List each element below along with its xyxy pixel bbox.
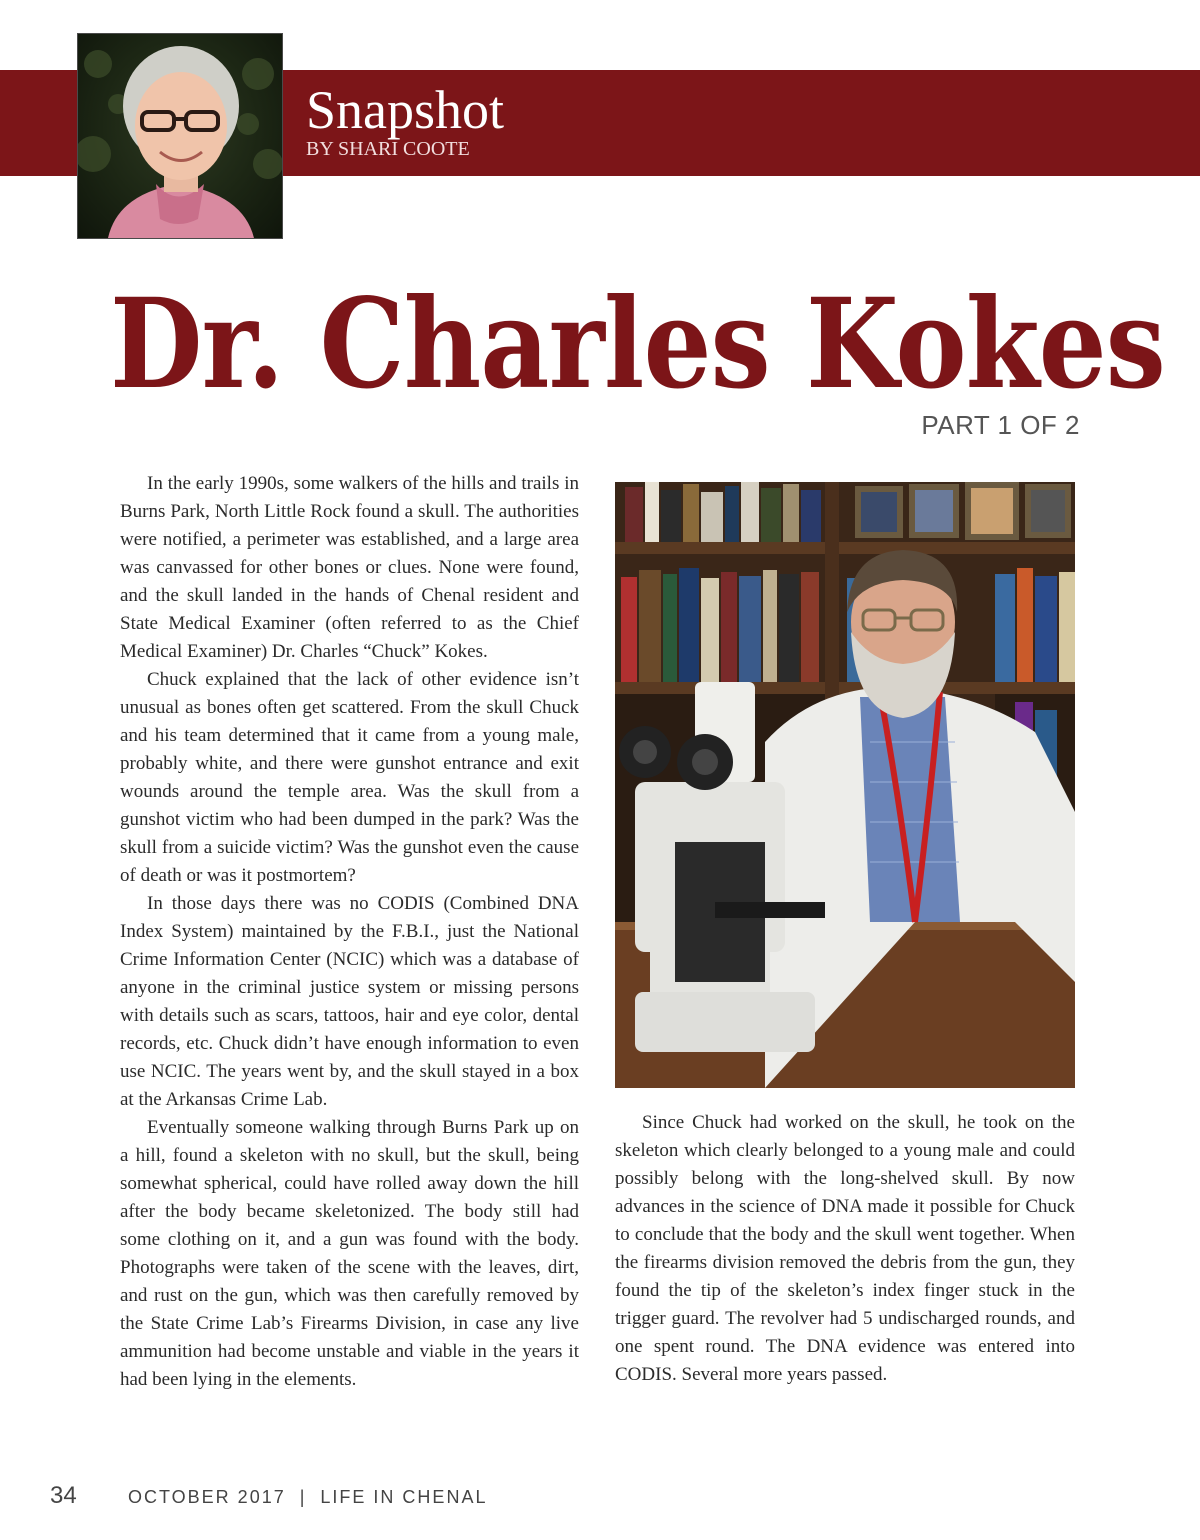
footer-separator: | [299,1487,307,1507]
paragraph: In the early 1990s, some walkers of the hills and trails in Burns Park, North Little Rock found a skull. The authorities were notified, a perimeter was established, and a large area was canvassed for other bones or clues. None were found, and the skull landed in the hands of Chenal resident and State Medical Examiner (often referred to as the Chief Medical Examiner) Dr. Charles “Chuck” Kokes. [120,473,579,662]
byline: BY SHARI COOTE [306,138,470,160]
column-title: Snapshot [306,80,505,140]
publication-name: LIFE IN CHENAL [320,1487,488,1507]
article-body-right [615,1109,1075,1389]
page-number: 34 [50,1482,77,1509]
feature-photo-graphic [615,482,1075,1088]
footer-issue-line [128,1487,487,1508]
paragraph: In those days there was no CODIS (Combined DNA Index System) maintained by the F.B.I., just the National Crime Information Center (NCIC) which was a database of anyone in the criminal justice system or missing persons with details such as scars, tattoos, hair and eye color, dental records, etc. Chuck didn’t have enough information to even use NCIC. The years went by, and the skull stayed in a box at the Arkansas Crime Lab. [120,893,579,1110]
feature-photo [615,482,1075,1088]
part-label: PART 1 OF 2 [921,410,1080,440]
article-headline: Dr. Charles Kokes [110,272,1165,417]
author-portrait-graphic [78,34,282,238]
issue-date: OCTOBER 2017 [128,1487,286,1507]
author-photo [77,33,283,239]
paragraph: Chuck explained that the lack of other evidence isn’t unusual as bones often get scattered. From the skull Chuck and his team determined that it came from a young male, probably white, and there were gunshot entrance and exit wounds around the temple area. Was the skull from a gunshot victim who had been dumped in the park? Was the skull from a suicide victim? Was the gunshot even the cause of death or was it postmortem? [120,669,579,886]
paragraph: Eventually someone walking through Burns Park up on a hill, found a skeleton with no skull, but the skull, being somewhat spherical, could have rolled away down the hill after the body became skeletonized. The body still had some clothing on it, and a gun was found with the body. Photographs were taken of the scene with the leaves, dirt, and rust on the gun, which was then carefully removed by the State Crime Lab’s Firearms Division, in case any live ammunition had become unstable and viable in the years it had been lying in the elements. [120,1117,579,1390]
article-body-left [120,470,579,1394]
paragraph: Since Chuck had worked on the skull, he took on the skeleton which clearly belonged to a young male and could possibly belong with the long-shelved skull. By now advances in the science of DNA made it possible for Chuck to conclude that the body and the skull went together. When the firearms division removed the debris from the gun, they found the tip of the skeleton’s index finger stuck in the trigger guard. The revolver had 5 undischarged rounds, and one spent round. The DNA evidence was entered into CODIS. Several more years passed. [615,1112,1075,1385]
